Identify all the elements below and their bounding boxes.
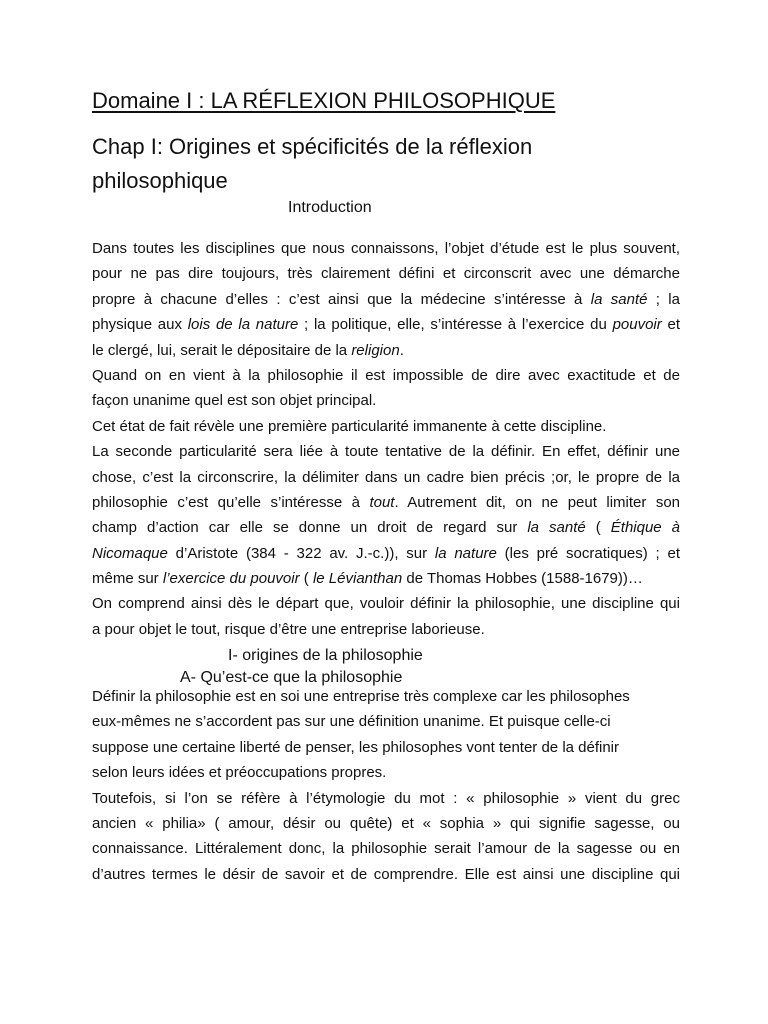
text-run: ; la <box>647 290 680 308</box>
intro-line <box>92 388 680 413</box>
intro-line <box>92 236 680 261</box>
section-line: eux-mêmes ne s’accordent pas sur une définition unanime. Et puisque celle-ci <box>92 713 611 731</box>
section-line: d’autres termes le désir de savoir et de comprendre. Elle est ainsi une discipline qui <box>92 865 680 883</box>
intro-line <box>92 363 680 388</box>
text-run: même sur <box>92 570 163 588</box>
text-run: de Thomas Hobbes (1588-1679))… <box>402 570 643 588</box>
intro-line <box>92 439 680 464</box>
section-line: selon leurs idées et préoccupations propres. <box>92 764 387 782</box>
text-run: On comprend ainsi dès le départ que, vouloir définir la philosophie, une discipline qui <box>92 595 680 613</box>
introduction-body <box>92 236 680 642</box>
emphasis: Éthique à <box>610 519 680 537</box>
chapter-title-line-2: philosophique <box>92 168 228 193</box>
text-run: philosophie c’est qu’elle s’intéresse à <box>92 493 370 511</box>
emphasis: pouvoir <box>612 316 662 334</box>
text-run: (les pré socratiques) ; et <box>496 544 680 562</box>
text-run: ( <box>299 570 313 588</box>
section-line: Toutefois, si l’on se réfère à l’étymologie du mot : « philosophie » vient du grec <box>92 789 680 807</box>
text-run: Dans toutes les disciplines que nous connaissons, l’objet d’étude est le plus souvent, <box>92 240 680 257</box>
intro-line <box>92 261 680 286</box>
introduction-heading: Introduction <box>288 199 372 216</box>
section-line: connaissance. Littéralement donc, la philosophie serait l’amour de la sagesse ou en <box>92 840 680 858</box>
emphasis: Nicomaque <box>92 544 168 562</box>
emphasis: tout <box>369 493 395 511</box>
emphasis: l’exercice du pouvoir <box>162 570 300 588</box>
text-run: ( <box>585 519 611 537</box>
domain-title: Domaine I : LA RÉFLEXION PHILOSOPHIQUE <box>92 88 556 113</box>
text-run: chose, c’est la circonscrire, la délimiter dans un cadre bien précis ;or, le propre de la <box>92 468 680 486</box>
text-run: ; la politique, elle, s’intéresse à l’exercice du <box>298 316 613 334</box>
intro-line <box>92 287 680 312</box>
text-run: d’Aristote (384 - 322 av. J.-c.)), sur <box>167 544 435 562</box>
text-run: propre à chacune d’elles : c’est ainsi que la médecine s’intéresse à <box>92 290 591 308</box>
section-line: suppose une certaine liberté de penser, les philosophes vont tenter de la définir <box>92 738 620 756</box>
section-i-heading: I- origines de la philosophie <box>228 647 423 664</box>
text-run: façon unanime quel est son objet principal. <box>92 392 377 410</box>
intro-line <box>92 414 680 439</box>
text-run: a pour objet le tout, risque d’être une entreprise laborieuse. <box>92 620 485 638</box>
intro-line <box>92 338 680 363</box>
text-run: pour ne pas dire toujours, très clairement défini et circonscrit avec une démarche <box>92 265 680 283</box>
intro-line <box>92 465 680 490</box>
emphasis: la santé <box>527 519 586 537</box>
chapter-title <box>92 130 692 198</box>
emphasis: la nature <box>434 544 497 562</box>
text-run: Cet état de fait révèle une première particularité immanente à cette discipline. <box>92 417 607 435</box>
text-run: champ d’action car elle se donne un droit de regard sur <box>92 519 528 537</box>
emphasis: le Lévianthan <box>312 570 403 588</box>
text-run: . Autrement dit, on ne peut limiter son <box>394 493 680 511</box>
section-line: ancien « philia» ( amour, désir ou quête) et « sophia » qui signifie sagesse, ou <box>92 814 680 832</box>
intro-line <box>92 541 680 566</box>
text-run: et <box>661 316 680 334</box>
emphasis: lois de la nature <box>187 316 299 334</box>
text-run: La seconde particularité sera liée à toute tentative de la définir. En effet, définir une <box>92 443 680 461</box>
intro-line <box>92 312 680 337</box>
text-run: physique aux <box>92 316 188 334</box>
emphasis: la santé <box>590 290 648 308</box>
section-a-heading: A- Qu’est-ce que la philosophie <box>180 669 403 686</box>
intro-line <box>92 617 680 642</box>
text-run: le clergé, lui, serait le dépositaire de la <box>92 341 352 359</box>
chapter-title-line-1: Chap I: Origines et spécificités de la réflexion <box>92 134 533 159</box>
intro-line <box>92 591 680 616</box>
intro-line <box>92 490 680 515</box>
section-a-body <box>92 684 680 887</box>
intro-line <box>92 566 680 591</box>
text-run: Quand on en vient à la philosophie il est impossible de dire avec exactitude et de <box>92 366 680 384</box>
intro-line <box>92 515 680 540</box>
text-run: . <box>399 341 404 359</box>
emphasis: religion <box>351 341 400 359</box>
section-line: Définir la philosophie est en soi une entreprise très complexe car les philosophes <box>92 688 630 705</box>
